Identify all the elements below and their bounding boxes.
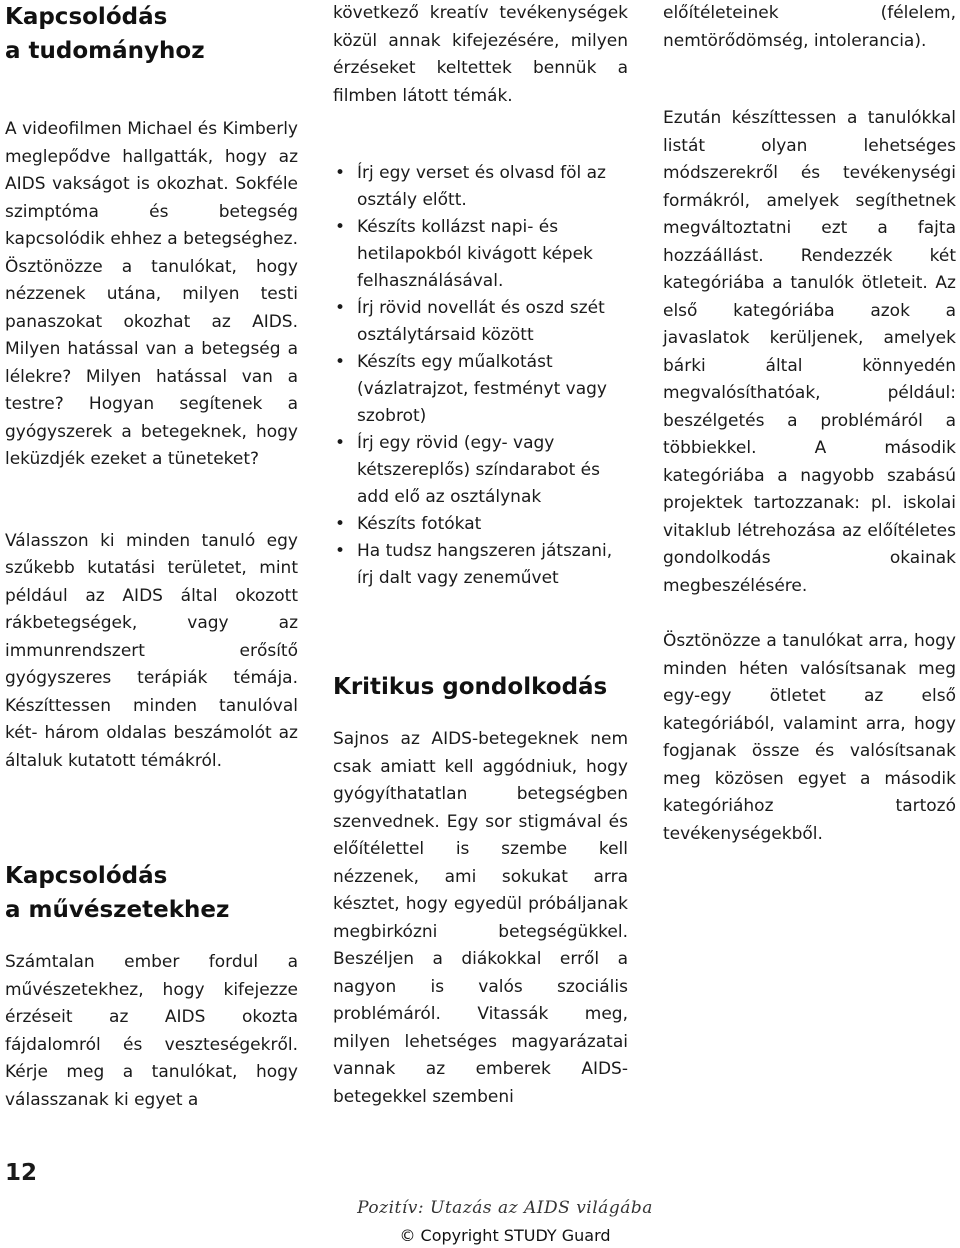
list-item: • Írj rövid novellát és oszd szét osztálytársaid között bbox=[333, 295, 628, 349]
heading-science bbox=[5, 0, 298, 68]
paragraph-creative-activities: következő kreatív tevékenységek közül annak kifejezésére, milyen érzéseket keltettek bennük a filmben látott témák. bbox=[333, 3, 628, 106]
heading-arts-line1: Kapcsolódás bbox=[5, 863, 168, 889]
footer-title: Pozitív: Utazás az AIDS világába bbox=[357, 1198, 653, 1218]
list-item: • Írj egy verset és olvasd föl az osztály előtt. bbox=[333, 160, 628, 214]
paragraph-methods-list: Ezután készíttessen a tanulókkal listát olyan lehetséges módszerekről és tevékenységi formákról, amelyek segíthetnek megváltoztatni ezt a fajta hozzáállást. Rendezzék két kategóriába a tanulók ötleteit. Az első kategóriába azok a javaslatok kerüljenek, amelyek bárki által könnyedén megvalósíthatóak, például: beszélgetés a problémáról a többiekkel. A második kategóriába a nagyobb szabású projektek tartozzanak: pl. iskolai vitaklub létrehozása az előítéletes gondolkodás okainak megbeszélésére. bbox=[663, 108, 956, 596]
list-item: • Ha tudsz hangszeren játszani, írj dalt vagy zeneművet bbox=[333, 538, 628, 592]
paragraph-arts-intro: Számtalan ember fordul a művészetekhez, hogy kifejezze érzéseit az AIDS okozta fájdalomról és veszteségekről. Kérje meg a tanulókat, hogy válasszanak ki egyet a bbox=[5, 952, 298, 1110]
paragraph-critical-thinking: Sajnos az AIDS-betegeknek nem csak amiatt kell aggódniuk, hogy gyógyíthatatlan betegségben szenvednek. Egy sor stigmával és előítélettel is szembe kell nézzenek, ami sokukat arra késztet, hogy egyedül próbáljanak megbirkózni betegségükkel. Beszéljen a diákokkal erről a nagyon is valós szociális problémáról. Vitassák meg, milyen lehetséges magyarázatai vannak az emberek AIDS-betegekkel szembeni bbox=[333, 729, 628, 1107]
list-item: • Készíts fotókat bbox=[333, 511, 628, 538]
heading-arts-line2: a művészetekhez bbox=[5, 897, 230, 923]
column-2 bbox=[333, 0, 628, 1111]
paragraph-science-intro: A videofilmen Michael és Kimberly meglepődve hallgatták, hogy az AIDS vakságot is okozhat. Sokféle szimptóma és betegség kapcsolódik ehhez a betegséghez. Ösztönözze a tanulókat, hogy nézzenek utána, milyen testi panaszokat okozhat az AIDS. Milyen hatással van a betegség a lélekre? Milyen hatással van a testre? Hogyan segítenek a gyógyszerek a betegeknek, hogy leküzdjék ezeket a tüneteket? bbox=[5, 119, 298, 469]
list-item: • Írj egy rövid (egy- vagy kétszereplős) színdarabot és add elő az osztálynak bbox=[333, 430, 628, 511]
heading-arts bbox=[5, 859, 298, 927]
list-item: • Készíts kollázst napi- és hetilapokból kivágott képek felhasználásával. bbox=[333, 214, 628, 295]
paragraph-science-research: Válasszon ki minden tanuló egy szűkebb kutatási területet, mint például az AIDS által okozott rákbetegségek, vagy az immunrendszert erősítő gyógyszeres terápiák témája. Készíttessen minden tanulóval két- három oldalas beszámolót az általuk kutatott témákról. bbox=[5, 530, 298, 771]
paragraph-weekly-ideas: Ösztönözze a tanulókat arra, hogy minden héten valósítsanak meg egy-egy ötletet az első kategóriából, valamint arra, hogy fogjanak össze és valósítsanak meg közösen egyet a második kategóriához tartozó tevékenységekből. bbox=[663, 631, 956, 844]
page-number: 12 bbox=[5, 1160, 38, 1186]
heading-science-line2: a tudományhoz bbox=[5, 38, 205, 64]
copyright-notice: © Copyright STUDY Guard bbox=[399, 1226, 611, 1245]
heading-science-line1: Kapcsolódás bbox=[5, 4, 168, 30]
paragraph-prejudices: előítéleteinek (félelem, nemtörődömség, intolerancia). bbox=[663, 3, 956, 51]
creative-activities-list bbox=[333, 160, 628, 592]
column-1 bbox=[5, 0, 298, 1114]
column-3 bbox=[663, 0, 956, 848]
list-item: • Készíts egy műalkotást (vázlatrajzot, festményt vagy szobrot) bbox=[333, 349, 628, 430]
heading-critical-thinking: Kritikus gondolkodás bbox=[333, 674, 608, 700]
